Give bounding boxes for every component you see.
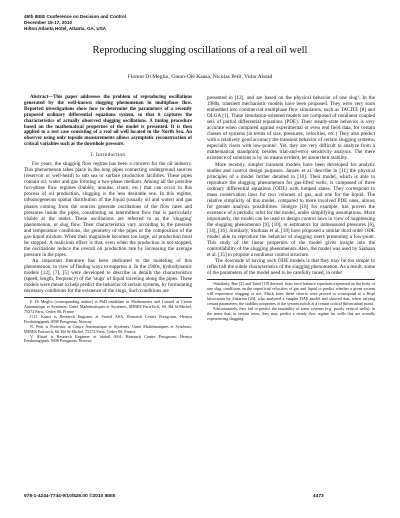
section-heading: I. Introduction (90, 152, 126, 159)
footnote: G.O. Kaasa is Research Engineer at Statoil ASA, Research Center Porsgrunn, Herøya Forskningspark 3908 Porsgrunn, Norway (24, 313, 192, 324)
conference-header (24, 14, 126, 32)
conference-venue: Hilton Atlanta Hotel, Atlanta, GA, USA (24, 26, 107, 31)
footnote: F. Di Meglio (corresponding author) is PhD candidate in Mathematics and Control at Centre Automatique et Systèmes, Unité Mathématiques et Systèmes, MINES ParisTech, 60, Bd St-Michel, 75272 Paris, Cedex 06, France (24, 299, 192, 315)
left-column (24, 95, 192, 344)
paragraph: An important literature has been dedicated to the modeling of this phenomenon, in view of finding ways to suppress it. In the 1960s, hydrodynamic models [12], [7], [5] were developed to describe in details the characteristics (speed, length, frequency) of the 'slugs' of liquid traveling along the pipes. These models were meant to help predict the behavior of certain systems, by formulating necessary conditions for the existence of the slugs. Such conditions are (24, 257, 192, 295)
paragraph: The downside of having such ODE models is that they may be too simple to reflect all the subtle characteristics of the slugging phenomenon. As a result, some of the parameters of the model need to be carefully tuned, in order (207, 258, 375, 277)
paper-authors: Florent Di Meglio, Glenn-Ole Kaasa, Nicolas Petit, Vidar Alstad (127, 74, 273, 80)
conference-name: 49th IEEE Conference on Decision and Control (24, 14, 127, 19)
abstract: Abstract—This paper addresses the problem of reproducing oscillations generated by the well-known slugging phenomenon in multiphase flow. Reported investigations show how to determine the parameters of a recently proposed ordinary differential equations system, so that it captures the characteristics of actually observed slugging oscillations. A tuning procedure based on the mathematical properties of the model is presented. It is then applied to a test case consisting of a real oil well located in the North Sea. An observer using only topside measurements allows asymptotic reconstruction of critical variables such as the downhole pressure. (24, 95, 192, 148)
paper-title: Reproducing slugging oscillations of a real oil well (92, 45, 308, 56)
footnote: V. Alstad is Research Engineer at Statoil ASA, Research Center Porsgrunn, Herøya Forskningspark 3908 Porsgrunn, Norway (24, 333, 192, 344)
footer-isbn: 978-1-4244-7744-9/10/$26.00 ©2010 IEEE (24, 494, 116, 499)
page-number: 4473 (313, 494, 324, 499)
footnotes (207, 279, 375, 321)
footnote: ¹Similarly, Bøe [2] and Taitel [19] derived, from force balance equations expressed on the body of one slug, conditions on the superficial velocities of gas and liquid to predict whether a given system will experience slugging or not. Much later, these criteria were proved to correspond to a Hopf bifurcation by Zakarian [20], who analyzed a simpler DAE model and showed that, when varying certain parameters, the stability properties of the system switch at a certain critical (bifurcation) point. (207, 281, 375, 307)
paragraph: presented in [13], and are based on the physical behavior of one slug¹. In the 1980s, transient mechanistic models have been proposed. They were very soon embedded into commercial multiphase flow simulators, such as TACITE [8] and OLGA [1]. These simulation-oriented models are composed of nonlinear coupled sets of partial differential equations (PDE). Their steady-state behavior is very accurate when compared against experimental or even real field data, for certain classes of systems (in terms of size, pressures, velocities, etc.) They also predict with a relatively good accuracy the transient behavior of certain slugging systems, especially risers with low-points². Yet, they are very difficult to analyze from a mathematical standpoint, besides trial-and-error sensitivity analysis. The mere existence of solutions is by no means evident, let alone their stability. (207, 95, 375, 162)
right-column (207, 95, 375, 322)
footnote: N. Petit is Professor at Centre Automatique et Systèmes, Unité Mathématiques et Systèmes, MINES Paristech, 60, Bd St-Michel, 75272 Paris, Cedex 06, France (24, 323, 192, 334)
affiliation-notes (24, 297, 192, 344)
paragraph: More recently, simpler transient models have been developed for analytic studies and control design purposes. Jansen et al. describe in [11] the physical principles of a model further detailed in [10]. Their model, which is able to reproduce the slugging phenomenon for gas-lifted wells, is composed of three ordinary differential equations (ODE) with lumped states. They correspond to mass conservation laws for two volumes of gas, and one for the liquid. The relative simplicity of this model, compared to more involved PDE ones, allows for greater analysis possibilities. Sinègre [16] for example, has proven the existence of a periodic orbit for the model, under simplifying assumptions. More importantly, the model can be used to design control laws in view of suppressing the slugging phenomenon [9], [10], or estimators for unmeasured pressures [6], [14], [16]. Similarly, Storkaas et al. [18] have proposed a similar third order ODE model able to reproduce the behavior of slugging risers presenting a low-point. This study of the linear properties of the model gives insight into the controllability of the slugging phenomenon. Also, the model was used by Siahaan et al. [15] to propose a nonlinear control structure. (207, 161, 375, 259)
conference-dates: December 15-17, 2010 (24, 20, 73, 25)
footnote: ²Unfortunately, they fail to predict the instability of some systems (e.g. poorly vertical wells), in the sense that, in certain cases, they may predict a steady flow regime for wells that are actually experiencing slugging. (207, 305, 375, 321)
paragraph: For years, the slugging flow regime has been a concern for the oil industry. This phenomenon takes place in the long pipes connecting underground sources (reservoir or well-head) to sub sea or surface production facilities. These pipes contain oil, water and gas forming a two-phase medium. Among all the possible two-phase flow regimes (bubbly, annular, churn, etc.) that can occur in this process of oil production, slugging is the less desirable one. In this regime, inhomogeneous spatial distribution of the liquid (usually oil and water) and gas phases coming from the sources generate oscillations of the flow rates and pressures inside the pipes, constituting an intermittent flow that is particularly visible at the outlet. These oscillations are referred to as the 'slugging' phenomenon, or slug flow. Their characteristics vary according to the pressure and temperature conditions, the geometry of the pipes or the composition of the gas-liquid mixture. When their magnitude becomes too large, oil production must be stopped. A malicious effect is that, even when the production is not stopped, the oscillations reduce the overall oil production rate by increasing the average pressure in the pipes. (24, 161, 192, 258)
